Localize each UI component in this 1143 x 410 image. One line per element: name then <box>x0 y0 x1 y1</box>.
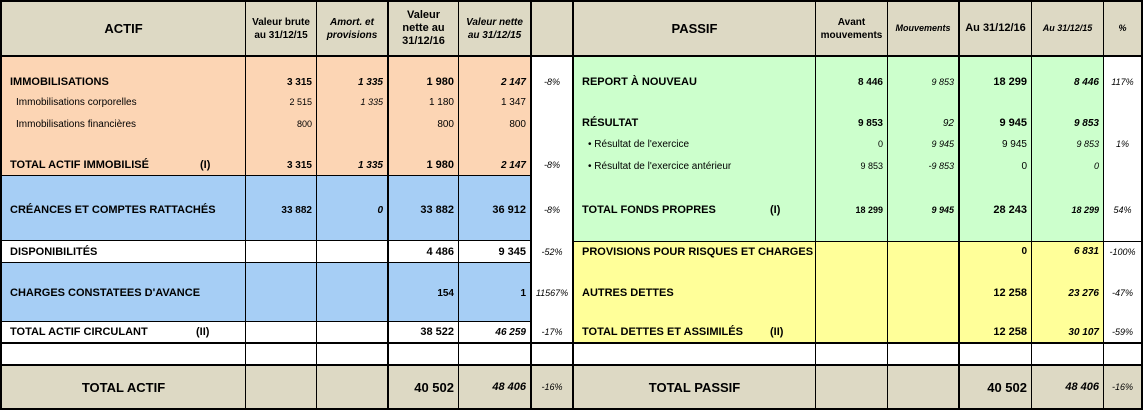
actif-immo-nette16: 1 980 <box>426 76 454 88</box>
actif-creances-pct: -8% <box>543 205 560 215</box>
actif-dispo-nette15: 9 345 <box>498 245 526 258</box>
passif-report-pct: 117% <box>1111 77 1134 87</box>
actif-charges-nette15: 1 <box>520 287 526 299</box>
passif-report-mouv: 9 853 <box>931 77 954 87</box>
actif-corp-brute: 2 515 <box>289 97 312 107</box>
actif-total-circ-nette16: 38 522 <box>420 326 454 338</box>
passif-total-dettes-pct: -59% <box>1111 327 1133 337</box>
passif-res-exercice-mouv: 9 945 <box>931 139 954 149</box>
passif-autres-pct: -47% <box>1111 288 1133 298</box>
passif-total-fp-avant: 18 299 <box>855 205 883 215</box>
actif-charges-label: CHARGES CONSTATEES D'AVANCE <box>10 287 201 299</box>
passif-total-dettes-au16: 12 258 <box>993 326 1027 338</box>
passif-res-exercice-label: • Résultat de l'exercice <box>588 138 690 150</box>
actif-corp-nette16: 1 180 <box>428 96 454 108</box>
actif-creances-nette16: 33 882 <box>420 204 454 216</box>
actif-col-nette16: Valeur nette au 31/12/16 <box>402 9 445 47</box>
actif-fin-label: Immobilisations financières <box>16 118 137 130</box>
passif-report-label: REPORT À NOUVEAU <box>582 76 697 88</box>
passif-total-fp-label: TOTAL FONDS PROPRES <box>582 204 716 216</box>
actif-creances-nette15: 36 912 <box>492 204 526 216</box>
passif-report-avant: 8 446 <box>857 76 883 88</box>
passif-res-anterieur-avant: 9 853 <box>860 161 883 171</box>
passif-autres-au15: 23 276 <box>1068 287 1099 299</box>
actif-total-immo-pct: -8% <box>543 160 560 170</box>
actif-fin-nette15: 800 <box>509 118 526 130</box>
actif-total-immo-brute: 3 315 <box>286 159 312 171</box>
actif-corp-nette15: 1 347 <box>500 96 526 108</box>
passif-autres-au16: 12 258 <box>993 287 1027 299</box>
passif-col-pct: % <box>1118 23 1127 33</box>
passif-total-dettes-au15: 30 107 <box>1068 326 1099 338</box>
actif-dispo-nette16: 4 486 <box>426 245 454 258</box>
passif-total-au15: 48 406 <box>1065 381 1099 393</box>
passif-res-anterieur-au16: 0 <box>1021 160 1027 172</box>
actif-immo-label: IMMOBILISATIONS <box>10 76 109 88</box>
passif-res-anterieur-au15: 0 <box>1093 161 1099 171</box>
passif-autres-label: AUTRES DETTES <box>582 287 674 299</box>
actif-creances-amort: 0 <box>377 204 383 216</box>
passif-report-au15: 8 446 <box>1073 76 1099 88</box>
actif-fin-brute: 800 <box>296 119 312 129</box>
actif-total-immo-label: TOTAL ACTIF IMMOBILISÉ <box>10 159 149 171</box>
passif-resultat-au16: 9 945 <box>999 117 1027 129</box>
actif-col-nette15: Valeur nette au 31/12/15 <box>466 16 523 41</box>
actif-creances-brute: 33 882 <box>281 204 312 216</box>
passif-res-exercice-avant: 0 <box>877 139 883 149</box>
actif-total-nette16: 40 502 <box>414 379 454 395</box>
passif-res-exercice-au16: 9 945 <box>1001 138 1027 150</box>
actif-creances-label: CRÉANCES ET COMPTES RATTACHÉS <box>10 204 216 216</box>
actif-dispo-pct: -52% <box>541 246 563 257</box>
actif-total-immo-nette15: 2 147 <box>500 159 526 171</box>
actif-total-pct: -16% <box>541 382 563 392</box>
passif-col-au16: Au 31/12/16 <box>965 22 1026 34</box>
actif-col-brute: Valeur brute au 31/12/15 <box>252 16 310 41</box>
passif-provisions-au15: 6 831 <box>1073 246 1099 257</box>
passif-total-fp-pct: 54% <box>1113 205 1132 215</box>
actif-corp-amort: 1 335 <box>360 97 383 107</box>
passif-col-au15: Au 31/12/15 <box>1042 23 1093 33</box>
actif-fin-nette16: 800 <box>437 118 454 130</box>
passif-report-au16: 18 299 <box>993 76 1027 88</box>
actif-charges-nette16: 154 <box>437 287 454 299</box>
passif-total-label: TOTAL PASSIF <box>648 379 741 395</box>
actif-col-amort: Amort. et provisions <box>326 16 378 41</box>
passif-resultat-avant: 9 853 <box>857 117 883 129</box>
passif-total-fp-au15: 18 299 <box>1071 205 1099 215</box>
passif-total-pct: -16% <box>1111 382 1133 392</box>
passif-resultat-au15: 9 853 <box>1073 117 1099 129</box>
actif-dispo-label: DISPONIBILITÉS <box>10 245 98 258</box>
passif-res-exercice-pct: 1% <box>1115 139 1129 149</box>
actif-title: ACTIF <box>104 21 143 36</box>
passif-col-avant: Avant mouvements <box>820 16 883 41</box>
actif-total-immo-amort: 1 335 <box>357 159 383 171</box>
passif-resultat-mouv: 92 <box>942 117 954 129</box>
passif-resultat-label: RÉSULTAT <box>582 117 639 129</box>
actif-corp-label: Immobilisations corporelles <box>16 96 137 108</box>
passif-provisions-pct: -100% <box>1109 246 1136 257</box>
actif-total-circ-nette15: 46 259 <box>495 326 526 338</box>
passif-provisions-label: PROVISIONS POUR RISQUES ET CHARGES <box>582 245 814 258</box>
actif-immo-amort: 1 335 <box>357 76 383 88</box>
passif-total-fp-mouv: 9 945 <box>931 205 954 215</box>
actif-charges-pct: 11567% <box>535 288 569 298</box>
passif-total-fp-au16: 28 243 <box>993 204 1027 216</box>
passif-col-mouv: Mouvements <box>895 23 951 33</box>
passif-res-exercice-au15: 9 853 <box>1076 139 1099 149</box>
actif-immo-pct: -8% <box>543 77 560 87</box>
actif-total-circ-label: TOTAL ACTIF CIRCULANT <box>10 326 148 338</box>
actif-total-immo-roman: (I) <box>200 159 211 171</box>
passif-res-anterieur-label: • Résultat de l'exercice antérieur <box>588 160 732 172</box>
passif-total-fp-roman: (I) <box>770 204 781 216</box>
actif-total-circ-roman: (II) <box>196 326 210 338</box>
actif-total-nette15: 48 406 <box>492 381 526 393</box>
passif-title: PASSIF <box>671 21 718 36</box>
actif-total-circ-pct: -17% <box>541 327 563 337</box>
passif-total-dettes-label: TOTAL DETTES ET ASSIMILÉS <box>582 326 743 338</box>
actif-immo-brute: 3 315 <box>286 76 312 88</box>
actif-total-label: TOTAL ACTIF <box>81 379 166 395</box>
passif-total-au16: 40 502 <box>987 379 1027 395</box>
passif-res-anterieur-mouv: -9 853 <box>928 161 954 171</box>
passif-provisions-au16: 0 <box>1021 246 1027 257</box>
actif-immo-nette15: 2 147 <box>500 76 526 88</box>
actif-total-immo-nette16: 1 980 <box>426 159 454 171</box>
passif-total-dettes-roman: (II) <box>770 326 784 338</box>
